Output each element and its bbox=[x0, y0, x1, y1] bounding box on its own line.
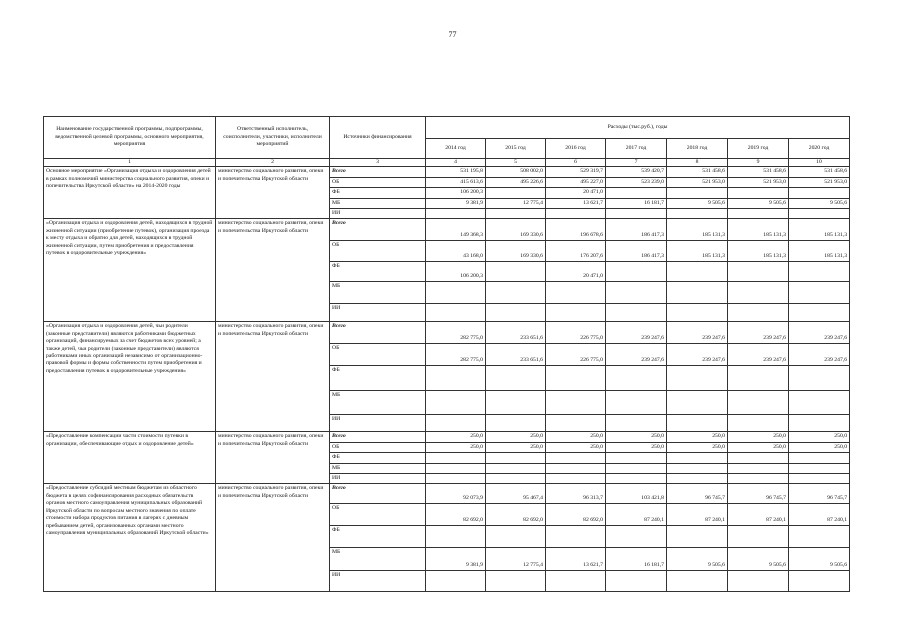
amount-cell: 82 692,0 bbox=[546, 504, 606, 526]
amount-cell bbox=[606, 304, 667, 322]
amount-cell: 96 745,7 bbox=[728, 484, 789, 504]
amount-cell: 250,0 bbox=[426, 442, 486, 452]
amount-cell: 185 131,3 bbox=[789, 241, 850, 262]
amount-cell: 250,0 bbox=[728, 442, 789, 452]
amount-cell: 233 651,6 bbox=[486, 322, 546, 344]
amount-cell bbox=[728, 262, 789, 282]
amount-cell: 96 745,7 bbox=[667, 484, 728, 504]
amount-cell: 82 692,0 bbox=[426, 504, 486, 526]
amount-cell bbox=[667, 463, 728, 473]
amount-cell: 43 168,0 bbox=[426, 241, 486, 262]
amount-cell bbox=[667, 262, 728, 282]
funding-source: ФБ bbox=[330, 188, 426, 198]
amount-cell: 9 505,6 bbox=[789, 548, 850, 571]
amount-cell bbox=[606, 463, 667, 473]
header-year: 2015 год bbox=[486, 139, 546, 159]
amount-cell bbox=[426, 304, 486, 322]
amount-cell bbox=[728, 463, 789, 473]
amount-cell bbox=[667, 366, 728, 391]
amount-cell: 9 505,6 bbox=[728, 198, 789, 208]
financing-table bbox=[43, 116, 850, 592]
amount-cell bbox=[606, 188, 667, 198]
amount-cell bbox=[426, 391, 486, 415]
amount-cell: 250,0 bbox=[728, 432, 789, 442]
amount-cell: 87 240,1 bbox=[606, 504, 667, 526]
amount-cell: 250,0 bbox=[789, 442, 850, 452]
amount-cell bbox=[486, 571, 546, 592]
table-row bbox=[44, 484, 850, 504]
amount-cell: 196 678,6 bbox=[546, 219, 606, 241]
amount-cell: 185 131,3 bbox=[667, 241, 728, 262]
measure-executor: министерство социального развития, опеки и попечительства Иркутской области bbox=[216, 432, 330, 484]
amount-cell bbox=[667, 209, 728, 219]
amount-cell bbox=[789, 209, 850, 219]
amount-cell bbox=[486, 188, 546, 198]
amount-cell: 185 131,3 bbox=[728, 219, 789, 241]
funding-source: МБ bbox=[330, 198, 426, 208]
amount-cell bbox=[546, 209, 606, 219]
funding-source: ИИ bbox=[330, 415, 426, 432]
amount-cell: 531 195,8 bbox=[426, 167, 486, 177]
amount-cell: 9 505,6 bbox=[667, 548, 728, 571]
amount-cell bbox=[426, 366, 486, 391]
amount-cell bbox=[486, 304, 546, 322]
header-year: 2017 год bbox=[606, 139, 667, 159]
amount-cell bbox=[546, 474, 606, 484]
amount-cell: 96 313,7 bbox=[546, 484, 606, 504]
amount-cell bbox=[486, 463, 546, 473]
amount-cell bbox=[667, 474, 728, 484]
column-index: 6 bbox=[546, 159, 606, 167]
amount-cell bbox=[606, 526, 667, 548]
amount-cell: 521 953,0 bbox=[667, 177, 728, 187]
amount-cell: 95 467,4 bbox=[486, 484, 546, 504]
amount-cell: 87 240,1 bbox=[789, 504, 850, 526]
amount-cell bbox=[667, 453, 728, 463]
funding-source: ИИ bbox=[330, 209, 426, 219]
amount-cell: 87 240,1 bbox=[728, 504, 789, 526]
header-year: 2018 год bbox=[667, 139, 728, 159]
amount-cell bbox=[426, 474, 486, 484]
header-executor: Ответственный исполнитель, соисполнители, участники, исполнители мероприятий bbox=[216, 117, 330, 159]
amount-cell bbox=[486, 526, 546, 548]
funding-source: МБ bbox=[330, 391, 426, 415]
amount-cell: 415 613,6 bbox=[426, 177, 486, 187]
amount-cell: 531 458,6 bbox=[728, 167, 789, 177]
amount-cell: 250,0 bbox=[667, 442, 728, 452]
header-year: 2020 год bbox=[789, 139, 850, 159]
amount-cell: 250,0 bbox=[667, 432, 728, 442]
amount-cell bbox=[486, 453, 546, 463]
amount-cell: 176 207,6 bbox=[546, 241, 606, 262]
column-index: 2 bbox=[216, 159, 330, 167]
amount-cell: 103 421,8 bbox=[606, 484, 667, 504]
amount-cell: 239 247,6 bbox=[606, 322, 667, 344]
amount-cell bbox=[667, 391, 728, 415]
amount-cell: 185 131,3 bbox=[789, 219, 850, 241]
amount-cell: 250,0 bbox=[546, 442, 606, 452]
amount-cell: 9 381,9 bbox=[426, 198, 486, 208]
funding-source: ФБ bbox=[330, 453, 426, 463]
measure-name: «Организация отдыха и оздоровления детей, находящихся в трудной жизненной ситуации (приобретение путевок), организация проезда к месту отдыха и обратно для детей, находящихся в трудной жизненной ситуации, путем приобретения и предоставления путевок в оздоровительные учреждения» bbox=[44, 219, 216, 322]
column-index-row bbox=[44, 159, 850, 167]
measure-executor: министерство социального развития, опеки и попечительства Иркутской области bbox=[216, 167, 330, 219]
header-year: 2019 год bbox=[728, 139, 789, 159]
amount-cell: 169 330,6 bbox=[486, 241, 546, 262]
header-year: 2014 год bbox=[426, 139, 486, 159]
amount-cell bbox=[606, 415, 667, 432]
amount-cell: 9 381,9 bbox=[426, 548, 486, 571]
amount-cell: 250,0 bbox=[789, 432, 850, 442]
amount-cell bbox=[789, 571, 850, 592]
funding-source: ОБ bbox=[330, 241, 426, 262]
amount-cell bbox=[728, 188, 789, 198]
column-index: 3 bbox=[330, 159, 426, 167]
amount-cell bbox=[546, 453, 606, 463]
table-row bbox=[44, 167, 850, 177]
column-index: 9 bbox=[728, 159, 789, 167]
amount-cell: 282 775,0 bbox=[426, 344, 486, 366]
amount-cell: 20 471,0 bbox=[546, 188, 606, 198]
header-year: 2016 год bbox=[546, 139, 606, 159]
funding-source: ФБ bbox=[330, 366, 426, 391]
funding-source: МБ bbox=[330, 463, 426, 473]
amount-cell bbox=[728, 282, 789, 304]
amount-cell: 185 131,3 bbox=[728, 241, 789, 262]
amount-cell bbox=[426, 282, 486, 304]
amount-cell: 233 651,6 bbox=[486, 344, 546, 366]
amount-cell: 226 775,0 bbox=[546, 344, 606, 366]
measure-name: «Организация отдыха и оздоровления детей, чьи родители (законные представители) являются работниками бюджетных организаций, финансируемых за счет бюджетов всех уровней; а также детей, чьи родители (законные представители) являются работниками иных организаций независимо от организационно-правовой формы и формы собственности путем приобретения и предоставления путевок в оздоровительные учреждения» bbox=[44, 322, 216, 432]
amount-cell bbox=[486, 391, 546, 415]
amount-cell: 531 458,6 bbox=[667, 167, 728, 177]
column-index: 1 bbox=[44, 159, 216, 167]
amount-cell: 250,0 bbox=[426, 432, 486, 442]
amount-cell bbox=[728, 526, 789, 548]
amount-cell: 495 227,0 bbox=[546, 177, 606, 187]
amount-cell bbox=[426, 209, 486, 219]
amount-cell bbox=[486, 209, 546, 219]
amount-cell bbox=[606, 366, 667, 391]
amount-cell: 239 247,6 bbox=[606, 344, 667, 366]
amount-cell: 521 953,0 bbox=[728, 177, 789, 187]
amount-cell: 239 247,6 bbox=[667, 344, 728, 366]
measure-name: «Предоставление компенсации части стоимости путевки в организации, обеспечивающие отдых и оздоровление детей» bbox=[44, 432, 216, 484]
amount-cell: 16 181,7 bbox=[606, 548, 667, 571]
amount-cell: 282 775,0 bbox=[426, 322, 486, 344]
column-index: 5 bbox=[486, 159, 546, 167]
amount-cell bbox=[728, 415, 789, 432]
measure-executor: министерство социального развития, опеки и попечительства Иркутской области bbox=[216, 219, 330, 322]
amount-cell: 239 247,6 bbox=[789, 322, 850, 344]
amount-cell bbox=[426, 463, 486, 473]
amount-cell bbox=[789, 366, 850, 391]
amount-cell bbox=[789, 453, 850, 463]
amount-cell: 495 226,6 bbox=[486, 177, 546, 187]
funding-source: ОБ bbox=[330, 344, 426, 366]
amount-cell bbox=[728, 209, 789, 219]
amount-cell: 531 458,6 bbox=[789, 167, 850, 177]
amount-cell bbox=[789, 188, 850, 198]
funding-source: ФБ bbox=[330, 526, 426, 548]
amount-cell bbox=[546, 366, 606, 391]
amount-cell bbox=[789, 304, 850, 322]
funding-source: ОБ bbox=[330, 504, 426, 526]
funding-source: МБ bbox=[330, 548, 426, 571]
amount-cell bbox=[728, 453, 789, 463]
amount-cell: 250,0 bbox=[486, 442, 546, 452]
amount-cell: 539 420,7 bbox=[606, 167, 667, 177]
funding-source: Всего bbox=[330, 322, 426, 344]
amount-cell bbox=[606, 262, 667, 282]
amount-cell: 12 775,4 bbox=[486, 548, 546, 571]
amount-cell bbox=[789, 474, 850, 484]
amount-cell bbox=[486, 415, 546, 432]
amount-cell bbox=[546, 571, 606, 592]
funding-source: Всего bbox=[330, 219, 426, 241]
amount-cell bbox=[728, 366, 789, 391]
page-number: 77 bbox=[448, 30, 457, 39]
amount-cell: 96 745,7 bbox=[789, 484, 850, 504]
column-index: 8 bbox=[667, 159, 728, 167]
column-index: 10 bbox=[789, 159, 850, 167]
amount-cell bbox=[728, 474, 789, 484]
funding-source: ОБ bbox=[330, 442, 426, 452]
header-source: Источники финансирования bbox=[330, 117, 426, 159]
amount-cell: 239 247,6 bbox=[728, 344, 789, 366]
funding-source: ИИ bbox=[330, 571, 426, 592]
funding-source: Всего bbox=[330, 432, 426, 442]
measure-name: «Предоставление субсидий местным бюджетам из областного бюджета в целях софинансирования расходных обязательств органов местного самоуправления муниципальных образований Иркутской области по вопросам местного значения по оплате стоимости набора продуктов питания в лагерях с дневным пребыванием детей, организованных органами местного самоуправления муниципальных образований Иркутской области» bbox=[44, 484, 216, 592]
amount-cell: 149 368,3 bbox=[426, 219, 486, 241]
amount-cell: 250,0 bbox=[606, 442, 667, 452]
amount-cell bbox=[667, 526, 728, 548]
funding-source: ОБ bbox=[330, 177, 426, 187]
funding-source: ИИ bbox=[330, 474, 426, 484]
amount-cell bbox=[606, 282, 667, 304]
amount-cell: 250,0 bbox=[546, 432, 606, 442]
amount-cell: 106 200,3 bbox=[426, 262, 486, 282]
table-row bbox=[44, 432, 850, 442]
amount-cell: 169 330,6 bbox=[486, 219, 546, 241]
amount-cell bbox=[667, 282, 728, 304]
funding-source: ИИ bbox=[330, 304, 426, 322]
amount-cell: 250,0 bbox=[606, 432, 667, 442]
amount-cell bbox=[426, 415, 486, 432]
amount-cell bbox=[789, 463, 850, 473]
amount-cell bbox=[486, 262, 546, 282]
column-index: 7 bbox=[606, 159, 667, 167]
amount-cell: 185 131,3 bbox=[667, 219, 728, 241]
amount-cell bbox=[546, 391, 606, 415]
amount-cell bbox=[546, 304, 606, 322]
amount-cell: 529 319,7 bbox=[546, 167, 606, 177]
amount-cell: 239 247,6 bbox=[667, 322, 728, 344]
measure-executor: министерство социального развития, опеки и попечительства Иркутской области bbox=[216, 322, 330, 432]
amount-cell bbox=[606, 474, 667, 484]
amount-cell bbox=[606, 571, 667, 592]
amount-cell: 13 621,7 bbox=[546, 198, 606, 208]
amount-cell bbox=[667, 188, 728, 198]
amount-cell: 508 002,0 bbox=[486, 167, 546, 177]
table-row bbox=[44, 219, 850, 241]
amount-cell bbox=[667, 415, 728, 432]
amount-cell bbox=[426, 526, 486, 548]
amount-cell bbox=[426, 571, 486, 592]
amount-cell bbox=[546, 282, 606, 304]
amount-cell bbox=[546, 463, 606, 473]
amount-cell bbox=[728, 571, 789, 592]
amount-cell: 13 621,7 bbox=[546, 548, 606, 571]
amount-cell bbox=[789, 262, 850, 282]
amount-cell bbox=[667, 571, 728, 592]
amount-cell: 226 775,0 bbox=[546, 322, 606, 344]
amount-cell bbox=[667, 304, 728, 322]
amount-cell bbox=[789, 415, 850, 432]
amount-cell: 186 417,3 bbox=[606, 241, 667, 262]
amount-cell: 239 247,6 bbox=[728, 322, 789, 344]
amount-cell bbox=[789, 391, 850, 415]
amount-cell: 87 240,1 bbox=[667, 504, 728, 526]
amount-cell: 20 471,0 bbox=[546, 262, 606, 282]
amount-cell bbox=[546, 526, 606, 548]
funding-source: МБ bbox=[330, 282, 426, 304]
amount-cell: 186 417,3 bbox=[606, 219, 667, 241]
amount-cell: 12 775,4 bbox=[486, 198, 546, 208]
amount-cell bbox=[486, 474, 546, 484]
amount-cell bbox=[606, 391, 667, 415]
measure-executor: министерство социального развития, опеки и попечительства Иркутской области bbox=[216, 484, 330, 592]
header-expenses: Расходы (тыс.руб.), годы bbox=[426, 117, 850, 139]
amount-cell bbox=[486, 282, 546, 304]
amount-cell bbox=[728, 304, 789, 322]
amount-cell: 523 239,0 bbox=[606, 177, 667, 187]
funding-source: ФБ bbox=[330, 262, 426, 282]
amount-cell: 9 505,6 bbox=[667, 198, 728, 208]
amount-cell: 239 247,6 bbox=[789, 344, 850, 366]
amount-cell: 16 181,7 bbox=[606, 198, 667, 208]
amount-cell: 9 505,6 bbox=[789, 198, 850, 208]
amount-cell bbox=[606, 453, 667, 463]
column-index: 4 bbox=[426, 159, 486, 167]
measure-name: Основное мероприятие «Организация отдыха и оздоровления детей в рамках полномочий министерства социального развития, опеки и попечительства Иркутской области» на 2014-2020 годы bbox=[44, 167, 216, 219]
amount-cell bbox=[486, 366, 546, 391]
amount-cell bbox=[789, 282, 850, 304]
amount-cell bbox=[728, 391, 789, 415]
table-row bbox=[44, 322, 850, 344]
amount-cell: 521 953,0 bbox=[789, 177, 850, 187]
amount-cell: 92 073,9 bbox=[426, 484, 486, 504]
header-name: Наименование государственной программы, подпрограммы, ведомственной целевой программы, основного мероприятия, мероприятия bbox=[44, 117, 216, 159]
funding-source: Всего bbox=[330, 167, 426, 177]
amount-cell bbox=[426, 453, 486, 463]
amount-cell: 82 692,0 bbox=[486, 504, 546, 526]
amount-cell bbox=[546, 415, 606, 432]
amount-cell bbox=[789, 526, 850, 548]
funding-source: Всего bbox=[330, 484, 426, 504]
amount-cell bbox=[606, 209, 667, 219]
amount-cell: 250,0 bbox=[486, 432, 546, 442]
amount-cell: 106 200,3 bbox=[426, 188, 486, 198]
amount-cell: 9 505,6 bbox=[728, 548, 789, 571]
